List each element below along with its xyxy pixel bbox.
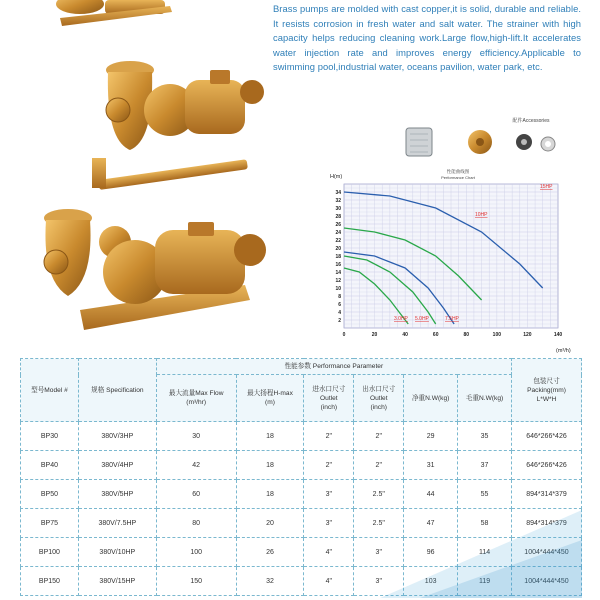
cell-pack: 1004*444*450 bbox=[512, 567, 582, 596]
impeller-icon bbox=[468, 130, 492, 154]
header-inlet-unit: (inch) bbox=[320, 403, 338, 411]
header-flow-unit: (m³/hr) bbox=[186, 399, 207, 406]
cell-nw: 31 bbox=[404, 451, 458, 480]
cell-gw: 55 bbox=[458, 480, 512, 509]
cell-model: BP75 bbox=[21, 509, 79, 538]
seal-ring-icon bbox=[516, 134, 555, 151]
cell-model: BP100 bbox=[21, 538, 79, 567]
y-tick-label: 14 bbox=[335, 269, 341, 276]
header-outlet-en: Outlet bbox=[369, 394, 388, 402]
pump-image-top bbox=[56, 0, 172, 26]
header-head-label: 最大扬程H-max bbox=[247, 390, 293, 397]
header-flow bbox=[156, 375, 236, 422]
y-axis-label: H(m) bbox=[330, 174, 343, 180]
header-packing-cn: 包装尺寸 bbox=[533, 377, 560, 385]
header-spec: 规格 Specification bbox=[78, 359, 156, 422]
header-outlet-cn: 出水口尺寸 bbox=[362, 385, 396, 393]
cell-head: 26 bbox=[236, 538, 304, 567]
cell-outlet: 3" bbox=[354, 538, 404, 567]
series-label: 7.5HP bbox=[445, 316, 459, 322]
description-text: Brass pumps are molded with cast copper,it is solid, durable and reliable. It resists corrosion in fresh water and salt water. The strainer with high capacity helps reducing cleaning work.Large flow,high-lift.It accelerates water injection rate and improves energy efficiency.Applicable to swimming pool,industrial water, oceans pavilion, water park, etc. bbox=[273, 3, 581, 73]
product-description bbox=[273, 2, 581, 75]
series-label: 15HP bbox=[540, 184, 553, 190]
header-packing-en: Packing(mm) bbox=[527, 386, 566, 394]
header-inlet-cn: 进水口尺寸 bbox=[312, 385, 346, 393]
header-head bbox=[236, 375, 304, 422]
x-tick-label: 40 bbox=[402, 332, 408, 338]
cell-head: 18 bbox=[236, 451, 304, 480]
cell-head: 18 bbox=[236, 422, 304, 451]
cell-outlet: 3" bbox=[354, 567, 404, 596]
cell-flow: 150 bbox=[156, 567, 236, 596]
x-axis-label: (m³/h) bbox=[556, 348, 571, 354]
cell-inlet: 2" bbox=[304, 451, 354, 480]
header-inlet-en: Outlet bbox=[320, 394, 338, 402]
cell-inlet: 3" bbox=[304, 480, 354, 509]
table-row bbox=[21, 422, 582, 451]
header-flow-label: 最大流量Max Flow bbox=[168, 390, 224, 397]
cell-pack: 646*266*426 bbox=[512, 451, 582, 480]
y-tick-label: 12 bbox=[335, 277, 341, 284]
cell-spec: 380V/4HP bbox=[78, 451, 156, 480]
table-row bbox=[21, 567, 582, 596]
accessories-images bbox=[400, 122, 580, 162]
table-body bbox=[21, 422, 582, 596]
cell-nw: 47 bbox=[404, 509, 458, 538]
pump-image-middle bbox=[92, 61, 264, 190]
y-tick-label: 26 bbox=[335, 221, 341, 228]
strainer-basket-icon bbox=[406, 128, 432, 156]
series-label: 3.0HP bbox=[394, 316, 408, 322]
header-performance-group: 性能参数 Performance Parameter bbox=[156, 359, 511, 375]
cell-inlet: 2" bbox=[304, 422, 354, 451]
pump-image-bottom bbox=[44, 209, 266, 330]
header-packing-unit: L*W*H bbox=[536, 395, 557, 403]
x-tick-label: 0 bbox=[342, 332, 346, 338]
accessories-label: 配件Accessories bbox=[512, 118, 550, 124]
cell-nw: 96 bbox=[404, 538, 458, 567]
cell-gw: 37 bbox=[458, 451, 512, 480]
cell-nw: 29 bbox=[404, 422, 458, 451]
cell-inlet: 4" bbox=[304, 567, 354, 596]
cell-spec: 380V/15HP bbox=[78, 567, 156, 596]
header-outlet-unit: (inch) bbox=[370, 403, 387, 411]
table-row bbox=[21, 538, 582, 567]
header-head-unit: (m) bbox=[265, 399, 275, 406]
table-row bbox=[21, 480, 582, 509]
y-tick-label: 10 bbox=[335, 285, 341, 292]
cell-model: BP50 bbox=[21, 480, 79, 509]
cell-head: 32 bbox=[236, 567, 304, 596]
cell-outlet: 2.5" bbox=[354, 509, 404, 538]
performance-chart bbox=[330, 168, 580, 354]
y-tick-label: 18 bbox=[335, 253, 341, 260]
cell-model: BP30 bbox=[21, 422, 79, 451]
y-tick-label: 28 bbox=[335, 213, 341, 220]
cell-spec: 380V/7.5HP bbox=[78, 509, 156, 538]
cell-gw: 35 bbox=[458, 422, 512, 451]
header-outlet bbox=[354, 375, 404, 422]
series-label: 10HP bbox=[475, 212, 488, 218]
x-tick-label: 140 bbox=[553, 332, 563, 338]
cell-inlet: 4" bbox=[304, 538, 354, 567]
y-tick-label: 30 bbox=[335, 205, 341, 212]
cell-head: 20 bbox=[236, 509, 304, 538]
cell-pack: 894*314*379 bbox=[512, 480, 582, 509]
cell-flow: 100 bbox=[156, 538, 236, 567]
y-tick-label: 20 bbox=[335, 245, 341, 252]
cell-gw: 58 bbox=[458, 509, 512, 538]
series-label: 5.0HP bbox=[415, 316, 429, 322]
cell-flow: 30 bbox=[156, 422, 236, 451]
header-model: 型号Model # bbox=[21, 359, 79, 422]
cell-outlet: 2" bbox=[354, 451, 404, 480]
x-tick-label: 60 bbox=[432, 332, 439, 338]
performance-table bbox=[20, 358, 582, 598]
cell-nw: 44 bbox=[404, 480, 458, 509]
y-tick-label: 34 bbox=[335, 189, 341, 196]
header-packing bbox=[512, 359, 582, 422]
y-tick-label: 22 bbox=[335, 237, 341, 244]
chart-subtitle: Performance Chart bbox=[441, 175, 475, 180]
cell-flow: 60 bbox=[156, 480, 236, 509]
cell-head: 18 bbox=[236, 480, 304, 509]
header-gw: 毛重N.W(kg) bbox=[458, 375, 512, 422]
cell-outlet: 2" bbox=[354, 422, 404, 451]
cell-nw: 103 bbox=[404, 567, 458, 596]
pump-illustrations bbox=[20, 0, 272, 352]
x-tick-label: 20 bbox=[371, 332, 378, 338]
cell-spec: 380V/3HP bbox=[78, 422, 156, 451]
y-tick-label: 16 bbox=[335, 261, 341, 268]
cell-model: BP150 bbox=[21, 567, 79, 596]
cell-spec: 380V/10HP bbox=[78, 538, 156, 567]
table-row bbox=[21, 451, 582, 480]
x-tick-label: 80 bbox=[463, 332, 470, 338]
y-tick-label: 6 bbox=[338, 301, 341, 308]
y-tick-label: 4 bbox=[338, 309, 341, 316]
cell-inlet: 3" bbox=[304, 509, 354, 538]
chart-svg bbox=[330, 168, 580, 354]
cell-pack: 646*266*426 bbox=[512, 422, 582, 451]
x-tick-label: 120 bbox=[523, 332, 532, 338]
cell-flow: 42 bbox=[156, 451, 236, 480]
y-tick-label: 32 bbox=[335, 197, 341, 204]
cell-pack: 894*314*379 bbox=[512, 509, 582, 538]
y-tick-label: 8 bbox=[338, 293, 341, 300]
y-tick-label: 2 bbox=[338, 317, 341, 324]
header-nw: 净重N.W(kg) bbox=[404, 375, 458, 422]
cell-flow: 80 bbox=[156, 509, 236, 538]
cell-model: BP40 bbox=[21, 451, 79, 480]
y-tick-label: 24 bbox=[335, 229, 341, 236]
cell-outlet: 2.5" bbox=[354, 480, 404, 509]
cell-spec: 380V/5HP bbox=[78, 480, 156, 509]
cell-gw: 114 bbox=[458, 538, 512, 567]
cell-gw: 119 bbox=[458, 567, 512, 596]
header-inlet bbox=[304, 375, 354, 422]
cell-pack: 1004*444*450 bbox=[512, 538, 582, 567]
table-row bbox=[21, 509, 582, 538]
x-tick-label: 100 bbox=[492, 332, 502, 338]
chart-title: 性能曲线图 bbox=[446, 169, 470, 174]
